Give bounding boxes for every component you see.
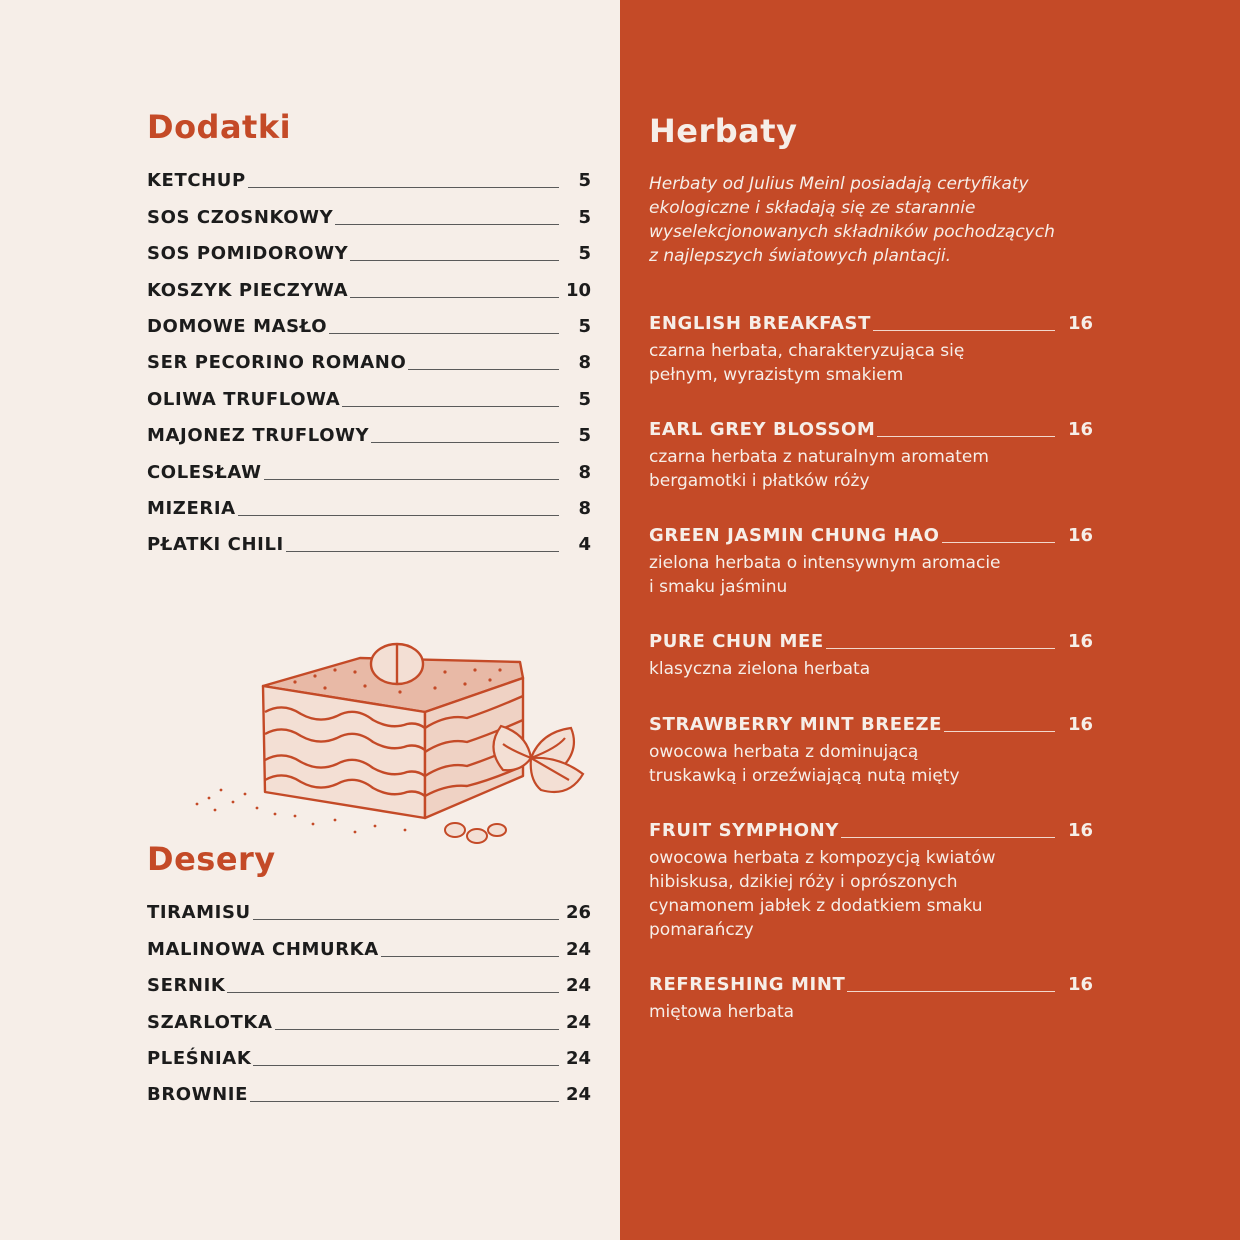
leader-line <box>350 297 559 298</box>
tea-price: 16 <box>1067 419 1093 440</box>
tea-price: 16 <box>1067 525 1093 546</box>
item-name: SER PECORINO ROMANO <box>147 352 407 374</box>
tea-name: GREEN JASMIN CHUNG HAO <box>649 525 940 546</box>
item-name: MIZERIA <box>147 497 236 519</box>
item-price: 5 <box>578 388 591 410</box>
item-name: PLEŚNIAK <box>147 1047 252 1069</box>
tea-name: REFRESHING MINT <box>649 974 846 995</box>
menu-item <box>147 922 591 958</box>
tea-description: klasyczna zielona herbata <box>649 659 871 679</box>
item-name: KETCHUP <box>147 170 246 192</box>
leader-line <box>248 187 559 188</box>
dodatki-list <box>147 154 591 554</box>
tea-name: EARL GREY BLOSSOM <box>649 419 876 440</box>
menu-item <box>147 1032 591 1068</box>
tea-price: 16 <box>1067 631 1093 652</box>
tea-price: 16 <box>1067 974 1093 995</box>
tea-price: 16 <box>1067 820 1093 841</box>
tea-description: czarna herbata z naturalnym aromatem bergamotki i płatków róży <box>649 447 989 491</box>
dodatki-heading: Dodatki <box>147 108 292 146</box>
item-price: 24 <box>565 938 591 960</box>
leader-line <box>275 1029 560 1030</box>
menu-item <box>147 1068 591 1104</box>
tea-description: miętowa herbata <box>649 1002 795 1022</box>
item-price: 8 <box>578 352 591 374</box>
leader-line <box>286 551 559 552</box>
item-price: 24 <box>565 1084 591 1106</box>
item-name: SOS POMIDOROWY <box>147 243 349 265</box>
herbaty-intro: Herbaty od Julius Meinl posiadają certyfikaty ekologiczne i składają się ze starannie wyselekcjonowanych składników pochodzących z najlepszych światowych plantacji. <box>649 174 1055 266</box>
leader-line <box>335 224 559 225</box>
leader-line <box>250 1101 559 1102</box>
menu-item <box>147 445 591 481</box>
item-price: 5 <box>578 243 591 265</box>
menu-item <box>147 154 591 190</box>
herbaty-heading: Herbaty <box>649 112 798 150</box>
item-name: COLESŁAW <box>147 461 262 483</box>
tea-item <box>649 421 1093 493</box>
item-name: SERNIK <box>147 975 226 997</box>
tea-description: owocowa herbata z kompozycją kwiatów hibiskusa, dzikiej róży i oprószonych cynamonem jabłek z dodatkiem smaku pomarańczy <box>649 848 996 940</box>
menu-item <box>147 372 591 408</box>
item-price: 4 <box>578 534 591 556</box>
leader-line <box>371 442 559 443</box>
tiramisu-illustration <box>185 630 600 850</box>
menu-item <box>147 959 591 995</box>
menu-item <box>147 409 591 445</box>
leader-line <box>350 260 559 261</box>
leader-line <box>847 991 1055 992</box>
leader-line <box>826 648 1055 649</box>
tea-description: owocowa herbata z dominującą truskawką i orzeźwiającą nutą mięty <box>649 742 960 786</box>
item-name: BROWNIE <box>147 1084 248 1106</box>
tea-item <box>649 716 1093 788</box>
item-name: MALINOWA CHMURKA <box>147 938 379 960</box>
item-name: TIRAMISU <box>147 902 251 924</box>
tea-description: zielona herbata o intensywnym aromacie i smaku jaśminu <box>649 553 1001 597</box>
leader-line <box>381 956 559 957</box>
menu-item <box>147 263 591 299</box>
tea-price: 16 <box>1067 714 1093 735</box>
menu-item <box>147 227 591 263</box>
tea-item <box>649 822 1093 942</box>
item-name: SZARLOTKA <box>147 1011 273 1033</box>
tea-name: FRUIT SYMPHONY <box>649 820 839 841</box>
item-price: 10 <box>565 279 591 301</box>
item-price: 5 <box>578 315 591 337</box>
tea-price: 16 <box>1067 313 1093 334</box>
leader-line <box>238 515 559 516</box>
leader-line <box>264 479 559 480</box>
menu-item <box>147 518 591 554</box>
tea-item <box>649 633 1093 681</box>
item-price: 24 <box>565 1047 591 1069</box>
item-price: 8 <box>578 461 591 483</box>
item-name: OLIWA TRUFLOWA <box>147 388 341 410</box>
tea-item <box>649 976 1093 1024</box>
desery-heading: Desery <box>147 840 276 878</box>
item-name: DOMOWE MASŁO <box>147 315 328 337</box>
tea-item <box>649 527 1093 599</box>
menu-item <box>147 995 591 1031</box>
item-price: 26 <box>565 902 591 924</box>
leader-line <box>227 992 559 993</box>
menu-item <box>147 886 591 922</box>
leader-line <box>342 406 559 407</box>
desery-list <box>147 886 591 1104</box>
leader-line <box>253 1065 559 1066</box>
leader-line <box>877 436 1055 437</box>
item-price: 24 <box>565 1011 591 1033</box>
leader-line <box>841 837 1055 838</box>
menu-item <box>147 336 591 372</box>
menu-item <box>147 190 591 226</box>
item-price: 5 <box>578 170 591 192</box>
item-name: MAJONEZ TRUFLOWY <box>147 425 370 447</box>
tea-item <box>649 315 1093 387</box>
item-price: 24 <box>565 975 591 997</box>
tea-name: PURE CHUN MEE <box>649 631 824 652</box>
leader-line <box>253 919 559 920</box>
tea-description: czarna herbata, charakteryzująca się pełnym, wyrazistym smakiem <box>649 341 965 385</box>
item-price: 5 <box>578 206 591 228</box>
item-name: SOS CZOSNKOWY <box>147 206 334 228</box>
tea-name: ENGLISH BREAKFAST <box>649 313 871 334</box>
item-name: PŁATKI CHILI <box>147 534 284 556</box>
tea-name: STRAWBERRY MINT BREEZE <box>649 714 943 735</box>
menu-item <box>147 482 591 518</box>
item-name: KOSZYK PIECZYWA <box>147 279 349 301</box>
leader-line <box>873 330 1055 331</box>
item-price: 5 <box>578 425 591 447</box>
leader-line <box>329 333 559 334</box>
leader-line <box>944 731 1055 732</box>
leader-line <box>408 369 559 370</box>
leader-line <box>942 542 1055 543</box>
item-price: 8 <box>578 497 591 519</box>
menu-item <box>147 300 591 336</box>
